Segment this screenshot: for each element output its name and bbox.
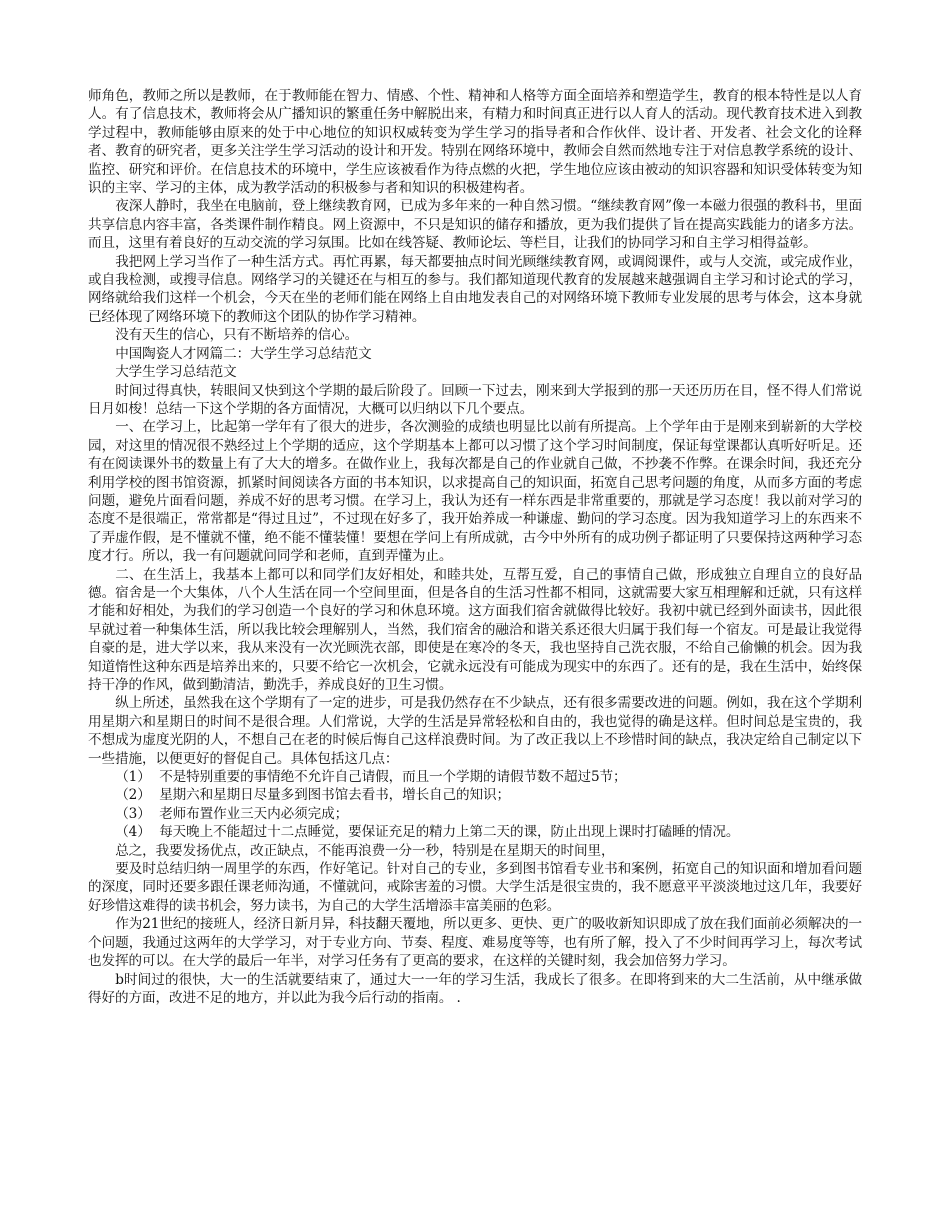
article-title: 大学生学习总结范文 xyxy=(115,364,237,381)
list-item xyxy=(88,786,862,804)
paragraph: 夜深人静时，我坐在电脑前，登上继续教育网，已成为多年来的一种自然习惯。“继续教育网”像一本磁力很强的教科书，里面共享信息内容丰富，各类课件制作精良。网上资源中，不只是知识的储存和播放，更为我们提供了旨在提高实践能力的诸多方法。而且，这里有着良好的互动交流的学习氛围。比如在线答疑、教师论坛、等栏目，让我们的协同学习和自主学习相得益彰。 xyxy=(88,198,862,252)
paragraph: 总之，我要发扬优点，改正缺点，不能再浪费一分一秒，特别是在星期天的时间里， xyxy=(115,842,615,859)
paragraph: 纵上所述，虽然我在这个学期有了一定的进步，可是我仍然存在不少缺点，还有很多需要改进的问题。例如，我在这个学期利用星期六和星期日的时间不是很合理。人们常说，大学的生活是异常轻松和自由的，我也觉得的确是这样。但时间总是宝贵的，我不想成为虚度光阴的人，不想自己在老的时候后悔自己这样浪费时间。为了改正我以上不珍惜时间的缺点，我决定给自己制定以下一些措施，以便更好的督促自己。具体包括这几点： xyxy=(88,695,862,767)
list-text: 不是特别重要的事情绝不允许自己请假，而且一个学期的请假节数不超过5节； xyxy=(159,769,627,786)
paragraph: 时间过得真快，转眼间又快到这个学期的最后阶段了。回顾一下过去，刚来到大学报到的那一天还历历在目，怪不得人们常说日月如梭！总结一下这个学期的各方面情况，大概可以归纳以下几个要点。 xyxy=(88,382,862,417)
list-text: 老师布置作业三天内必须完成； xyxy=(159,805,349,822)
list-item xyxy=(88,768,862,786)
list-number: （1） xyxy=(115,769,151,786)
list-number: （4） xyxy=(115,824,151,841)
paragraph: 作为21世纪的接班人，经济日新月异，科技翻天覆地，所以更多、更快、更广的吸收新知识即成了放在我们面前必须解决的一个问题，我通过这两年的大学学习，对于专业方向、节奏、程度、难易度等等，也有所了解，投入了不少时间再学习上，每次考试也发挥的可以。在大学的最后一年半，对学习任务有了更高的要求，在这样的关键时刻，我会加倍努力学习。 xyxy=(88,916,862,970)
list-text: 每天晚上不能超过十二点睡觉，要保证充足的精力上第二天的课，防止出现上课时打磕睡的情况。 xyxy=(159,824,740,841)
paragraph: 我把网上学习当作了一种生活方式。再忙再累，每天都要抽点时间光顾继续教育网，或调阅课件，或与人交流，或完成作业，或自我检测，或搜寻信息。网络学习的关键还在与相互的参与。我们都知道现代教育的发展越来越强调自主学习和讨论式的学习，网络就给我们这样一个机会，今天在坐的老师们能在网络上自由地发表自己的对网络环境下教师专业发展的思考与体会，这本身就已经体现了网络环境下的教师这个团队的协作学习精神。 xyxy=(88,253,862,325)
paragraph: b时间过的很快，大一的生活就要结束了，通过大一一年的学习生活，我成长了很多。在即将到来的大二生活前，从中继承做得好的方面，改进不足的地方，并以此为我今后行动的指南。 . xyxy=(88,971,862,1006)
paragraph: 二、在生活上，我基本上都可以和同学们友好相处，和睦共处，互帮互爱，自己的事情自己做，形成独立自理自立的良好品德。宿舍是一个大集体，八个人生活在同一个空间里面，但是各自的生活习性都不相同，这就需要大家互相理解和迁就，只有这样才能和好相处，为我们的学习创造一个良好的学习和休息环境。这方面我们宿舍就做得比较好。我初中就已经到外面读书，因此很早就过着一种集体生活，所以我比较会理解别人，当然，我们宿舍的融洽和谐关系还很大归属于我们每一个宿友。可是最让我觉得自豪的是，进大学以来，我从来没有一次光顾洗衣部，即使是在寒冷的冬天，我也坚持自己洗衣服，不给自己偷懒的机会。因为我知道惰性这种东西是培养出来的，只要不给它一次机会，它就永远没有可能成为现实中的东西了。还有的是，我在生活中，始终保持干净的作风，做到勤清洁，勤洗手，养成良好的卫生习惯。 xyxy=(88,566,862,693)
paragraph: 师角色，教师之所以是教师，在于教师能在智力、情感、个性、精神和人格等方面全面培养和塑造学生，教育的根本特性是以人育人。有了信息技术，教师将会从广播知识的繁重任务中解脱出来，有精力和时间真正进行以人育人的活动。现代教育技术进入到教学过程中，教师能够由原来的处于中心地位的知识权威转变为学生学习的指导者和合作伙伴、设计者、开发者、社会文化的诠释者、教育的研究者，更多关注学生学习活动的设计和开发。特别在网络环境中，教师会自然而然地专注于对信息教学系统的设计、监控、研究和评价。在信息技术的环境中，学生应该被看作为待点燃的火把，学生地位应该由被动的知识容器和知识受体转变为知识的主宰、学习的主体，成为教学活动的积极参与者和知识的积极建构者。 xyxy=(88,88,862,197)
paragraph: 没有天生的信心，只有不断培养的信心。 xyxy=(115,327,359,344)
list-number: （3） xyxy=(115,805,151,822)
paragraph: 要及时总结归纳一周里学的东西，作好笔记。针对自己的专业，多到图书馆看专业书和案例，拓宽自己的知识面和增加看问题的深度，同时还要多跟任课老师沟通，不懂就问，戒除害羞的习惯。大学生活是很宝贵的，我不愿意平平淡淡地过这几年，我要好好珍惜这难得的读书机会，努力读书，为自己的大学生活增添丰富美丽的色彩。 xyxy=(88,861,862,914)
list-number: （2） xyxy=(115,787,151,804)
list-item xyxy=(88,823,862,841)
list-item xyxy=(88,805,862,823)
section-heading: 中国陶瓷人才网篇二：大学生学习总结范文 xyxy=(115,345,372,362)
list-text: 星期六和星期日尽量多到图书馆去看书，增长自己的知识； xyxy=(159,787,511,804)
paragraph: 一、在学习上，比起第一学年有了很大的进步，各次测验的成绩也明显比以前有所提高。上个学年由于是刚来到崭新的大学校园，对这里的情况很不熟经过上个学期的适应，这个学期基本上都可以习惯了这个学习时间制度，保证每堂课都认真听好听足。还有在阅读课外书的数量上有了大大的增多。在做作业上，我每次都是自己的作业就自己做，不抄袭不作弊。在课余时间，我还充分利用学校的图书馆资源，抓紧时间阅读各方面的书本知识，以求提高自己的知识面，拓宽自己思考问题的角度，从而多方面的考虑问题，避免片面看问题，养成不好的思考习惯。在学习上，我认为还有一样东西是非常重要的，那就是学习态度！我以前对学习的态度不是很端正，常常都是“得过且过”，不过现在好多了，我开始养成一种谦虚、勤问的学习态度。因为我知道学习上的东西来不了弄虚作假，是不懂就不懂，绝不能不懂装懂！要想在学问上有所成就，古今中外所有的成功例子都证明了只要保持这两种学习态度才行。所以，我一有问题就问同学和老师，直到弄懂为止。 xyxy=(88,419,862,565)
